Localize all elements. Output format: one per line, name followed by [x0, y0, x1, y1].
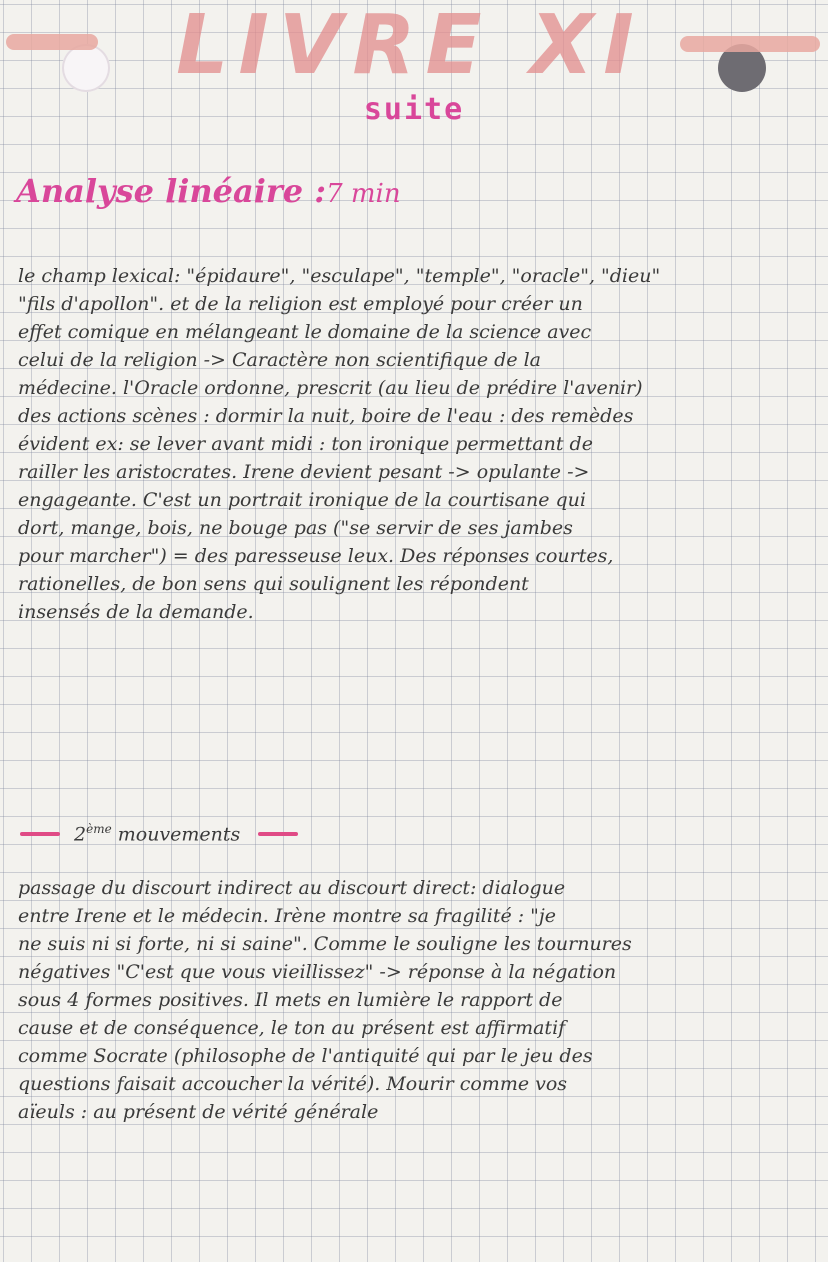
title-highlight-right — [680, 36, 820, 52]
text-line: rationelles, de bon sens qui soulignent les répondent — [18, 573, 529, 595]
text-line: engageante. C'est un portrait ironique de la courtisane qui — [18, 489, 586, 511]
text-line: passage du discourt indirect au discourt direct: dialogue — [18, 877, 566, 899]
text-line: sous 4 formes positives. Il mets en lumière le rapport de — [18, 989, 563, 1011]
text-line: médecine. l'Oracle ordonne, prescrit (au lieu de prédire l'avenir) — [18, 377, 643, 399]
text-line: effet comique en mélangeant le domaine de la science avec — [18, 321, 592, 343]
movement-label — [74, 822, 240, 845]
movement-text: mouvements — [117, 823, 241, 846]
movement-heading — [20, 820, 298, 848]
text-line: le champ lexical: "épidaure", "esculape", "temple", "oracle", "dieu" — [18, 265, 661, 287]
paragraph-movement-2 — [18, 874, 810, 1126]
paragraph-analysis — [18, 262, 810, 626]
text-line: entre Irene et le médecin. Irène montre sa fragilité : "je — [18, 905, 557, 927]
section-title: Analyse linéaire : — [16, 172, 327, 210]
text-line: "fils d'apollon". et de la religion est employé pour créer un — [18, 293, 583, 315]
section-heading — [16, 172, 401, 210]
text-line: négatives "C'est que vous vieillissez" -> réponse à la négation — [18, 961, 617, 983]
page-header — [0, 0, 828, 100]
section-time: 7 min — [326, 179, 401, 209]
text-line: insensés de la demande. — [18, 601, 254, 623]
text-line: railler les aristocrates. Irene devient pesant -> opulante -> — [18, 461, 590, 483]
page-subtitle: suite — [363, 92, 465, 127]
text-line: questions faisait accoucher la vérité). Mourir comme vos — [18, 1073, 568, 1095]
heading-dash-right — [258, 832, 298, 836]
text-line: des actions scènes : dormir la nuit, boire de l'eau : des remèdes — [18, 405, 634, 427]
book-title: LIVRE XI — [176, 0, 644, 93]
text-line: dort, mange, bois, ne bouge pas ("se servir de ses jambes — [18, 517, 573, 539]
text-line: évident ex: se lever avant midi : ton ironique permettant de — [18, 433, 593, 455]
text-line: ne suis ni si forte, ni si saine". Comme le souligne les tournures — [18, 933, 632, 955]
text-line: aïeuls : au présent de vérité générale — [18, 1101, 379, 1123]
movement-suffix: ème — [86, 822, 112, 837]
movement-number: 2 — [74, 823, 87, 846]
text-line: cause et de conséquence, le ton au présent est affirmatif — [18, 1017, 566, 1039]
text-line: pour marcher") = des paresseuse leux. Des réponses courtes, — [18, 545, 614, 567]
title-highlight-left — [6, 34, 98, 50]
text-line: celui de la religion -> Caractère non scientifique de la — [18, 349, 542, 371]
heading-dash-left — [20, 832, 60, 836]
text-line: comme Socrate (philosophe de l'antiquité qui par le jeu des — [18, 1045, 593, 1067]
